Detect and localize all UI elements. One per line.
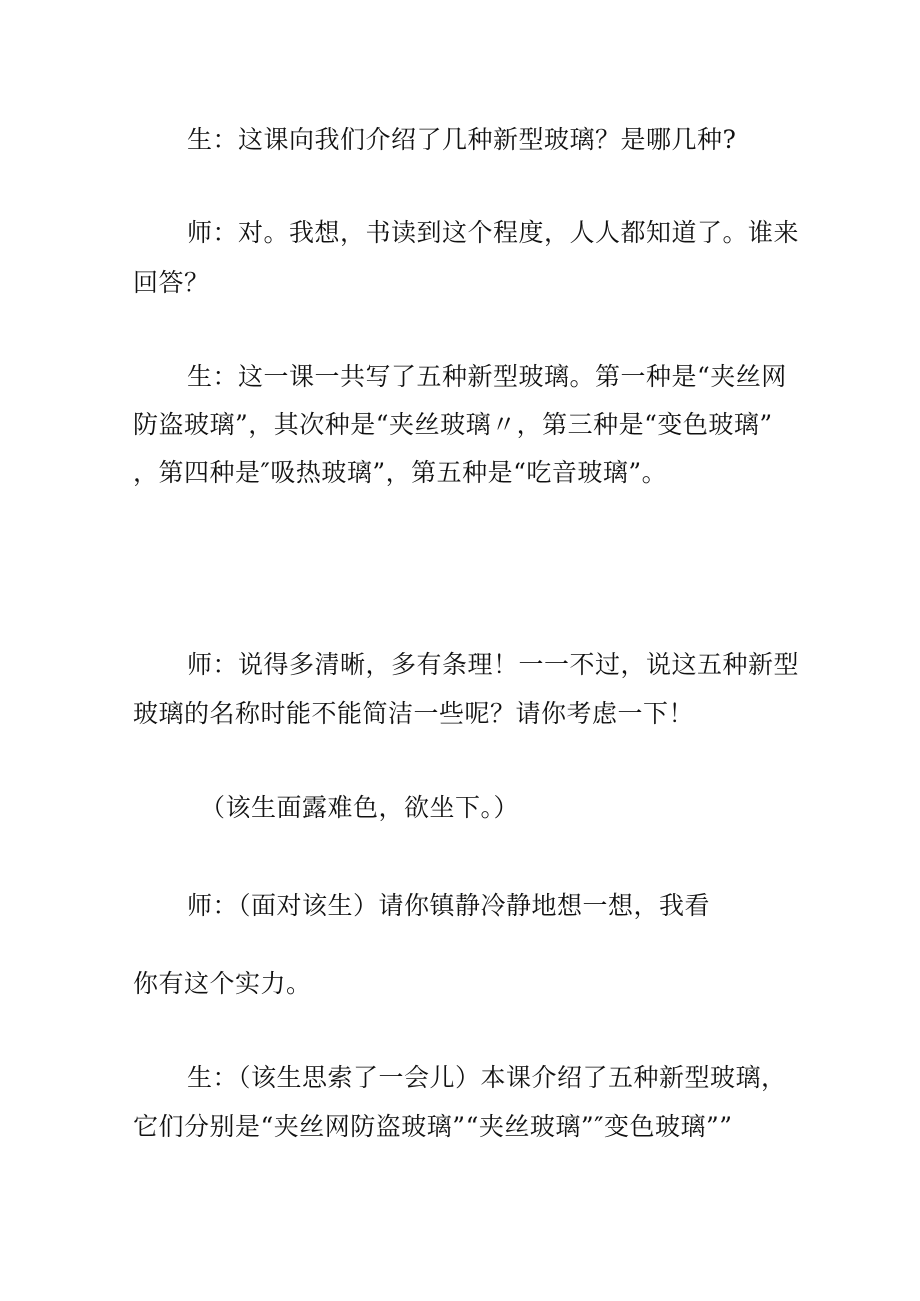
paragraph-2-line-2: 回答？ <box>133 268 210 297</box>
paragraph-3-line-1: 生：这一课一共写了五种新型玻璃。第一种是“夹丝网 <box>187 362 787 391</box>
paragraph-3-line-3: ，第四种是″吸热玻璃”，第五种是“吃音玻璃”。 <box>133 458 668 487</box>
paragraph-5-line-1: （该生面露难色，欲坐下。） <box>200 793 520 822</box>
paragraph-1-line-1: 生：这课向我们介绍了几种新型玻璃？是哪几种? <box>187 125 737 154</box>
paragraph-3-line-2: 防盗玻璃”，其次种是“夹丝玻璃〃，第三种是“变色玻璃” <box>133 410 773 439</box>
paragraph-6-line-1: 师：（面对该生）请你镇静冷静地想一想，我看 <box>187 891 711 920</box>
paragraph-8-line-2: 它们分别是“夹丝网防盗玻璃”“夹丝玻璃”″变色玻璃”” <box>133 1112 733 1141</box>
paragraph-4-line-1: 师：说得多清晰，多有条理！一一不过，说这五种新型 <box>187 650 800 679</box>
paragraph-7-line-1: 你有这个实力。 <box>133 969 312 998</box>
paragraph-4-line-2: 玻璃的名称时能不能简洁一些呢？请你考虑一下！ <box>133 699 695 728</box>
paragraph-8-line-1: 生：（该生思索了一会儿）本课介绍了五种新型玻璃， <box>187 1063 787 1092</box>
paragraph-2-line-1: 师：对。我想，书读到这个程度，人人都知道了。谁来 <box>187 218 800 247</box>
